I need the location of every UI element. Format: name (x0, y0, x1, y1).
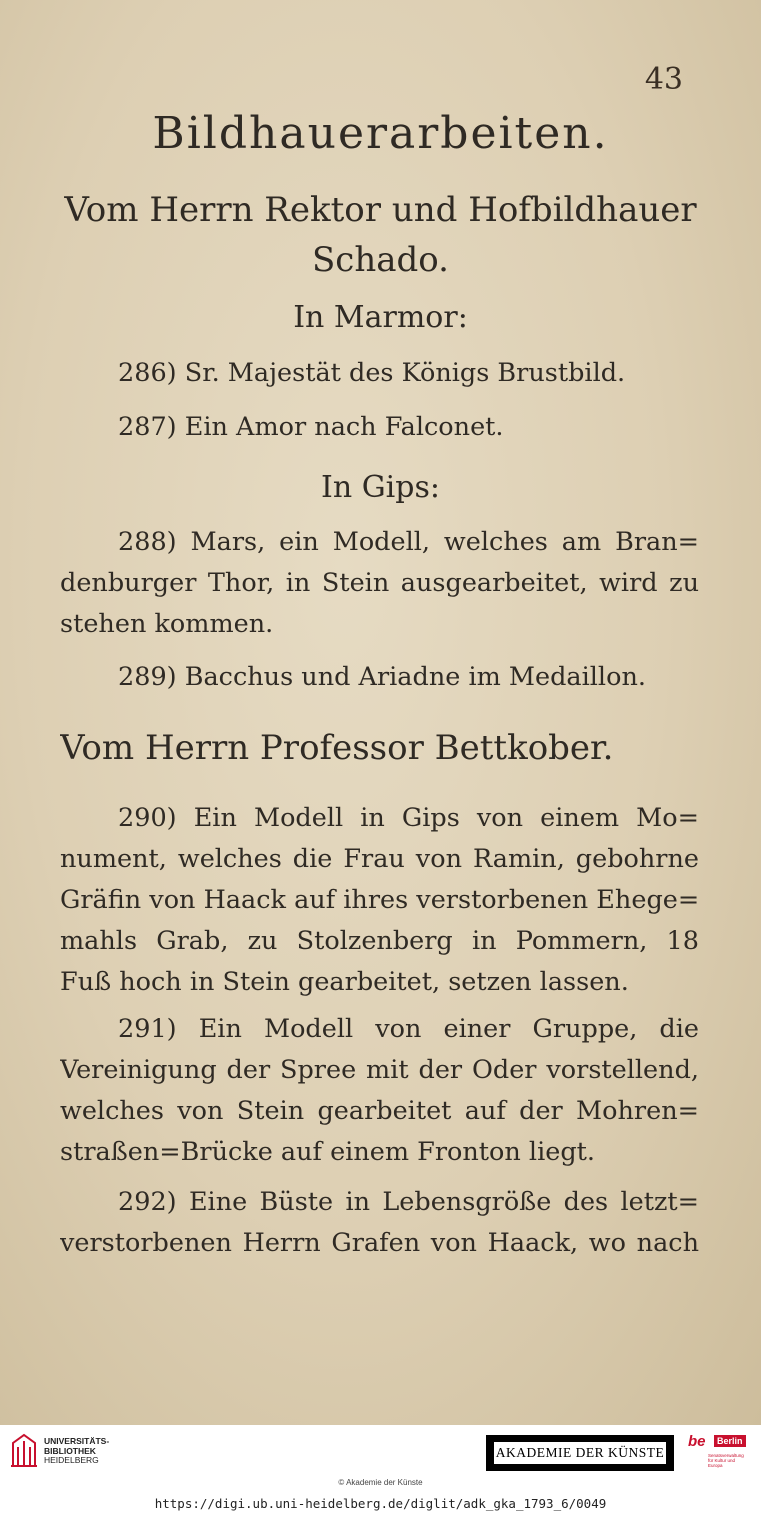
footer (0, 1425, 761, 1517)
item-290-line5: Fuß hoch in Stein gearbeitet, setzen lassen. (60, 967, 629, 997)
item-292-line2: verstorbenen Herrn Grafen von Haack, wo nach (60, 1228, 699, 1258)
berlin-be-mark: be (688, 1433, 706, 1450)
akademie-logo[interactable] (486, 1435, 674, 1471)
university-library-logo-icon[interactable] (9, 1431, 39, 1469)
item-290-line3: Gräfin von Haack auf ihres verstorbenen Ehege= (60, 885, 699, 915)
copyright-notice: © Akademie der Künste (338, 1478, 423, 1487)
item-289: 289) Bacchus und Ariadne im Medaillon. (118, 662, 646, 692)
page-number: 43 (644, 62, 683, 97)
ub-line1: UNIVERSITÄTS- (44, 1436, 110, 1446)
item-288-line2: denburger Thor, in Stein ausgearbeitet, wird zu (60, 568, 699, 598)
item-290-line2: nument, welches die Frau von Ramin, gebohrne (60, 844, 699, 874)
item-291-line4: straßen=Brücke auf einem Fronton liegt. (60, 1137, 596, 1167)
akademie-label: AKADEMIE DER KÜNSTE (494, 1442, 666, 1464)
section1-title-line2: Schado. (312, 240, 449, 280)
item-288-line3: stehen kommen. (60, 609, 274, 639)
berlin-tag: Berlin (714, 1435, 746, 1447)
item-291-line3: welches von Stein gearbeitet auf der Mohren= (60, 1096, 699, 1126)
berlin-senate-logo[interactable] (688, 1433, 750, 1473)
university-library-name[interactable] (44, 1437, 109, 1466)
item-288-line1: 288) Mars, ein Modell, welches am Bran= (118, 527, 699, 557)
item-290-line1: 290) Ein Modell in Gips von einem Mo= (118, 803, 699, 833)
section2-title: Vom Herrn Professor Bettkober. (60, 728, 614, 768)
section1-title-line1: Vom Herrn Rektor und Hofbildhauer (64, 190, 697, 230)
item-287: 287) Ein Amor nach Falconet. (118, 412, 504, 442)
subheading-gips: In Gips: (321, 470, 440, 505)
page-heading: Bildhauerarbeiten. (152, 108, 609, 159)
ub-line2: BIBLIOTHEK (44, 1445, 96, 1456)
permalink-url[interactable]: https://digi.ub.uni-heidelberg.de/diglit/adk_gka_1793_6/0049 (154, 1496, 607, 1511)
subheading-marble: In Marmor: (293, 300, 468, 335)
ub-line3: HEIDELBERG (44, 1455, 99, 1465)
item-291-line1: 291) Ein Modell von einer Gruppe, die (118, 1014, 699, 1044)
item-286: 286) Sr. Majestät des Königs Brustbild. (118, 358, 626, 388)
item-292-line1: 292) Eine Büste in Lebensgröße des letzt= (118, 1187, 699, 1217)
berlin-subtitle: Senatsverwaltung für Kultur und Europa (708, 1453, 744, 1468)
item-291-line2: Vereinigung der Spree mit der Oder vorstellend, (60, 1055, 699, 1085)
item-290-line4: mahls Grab, zu Stolzenberg in Pommern, 18 (60, 926, 699, 956)
